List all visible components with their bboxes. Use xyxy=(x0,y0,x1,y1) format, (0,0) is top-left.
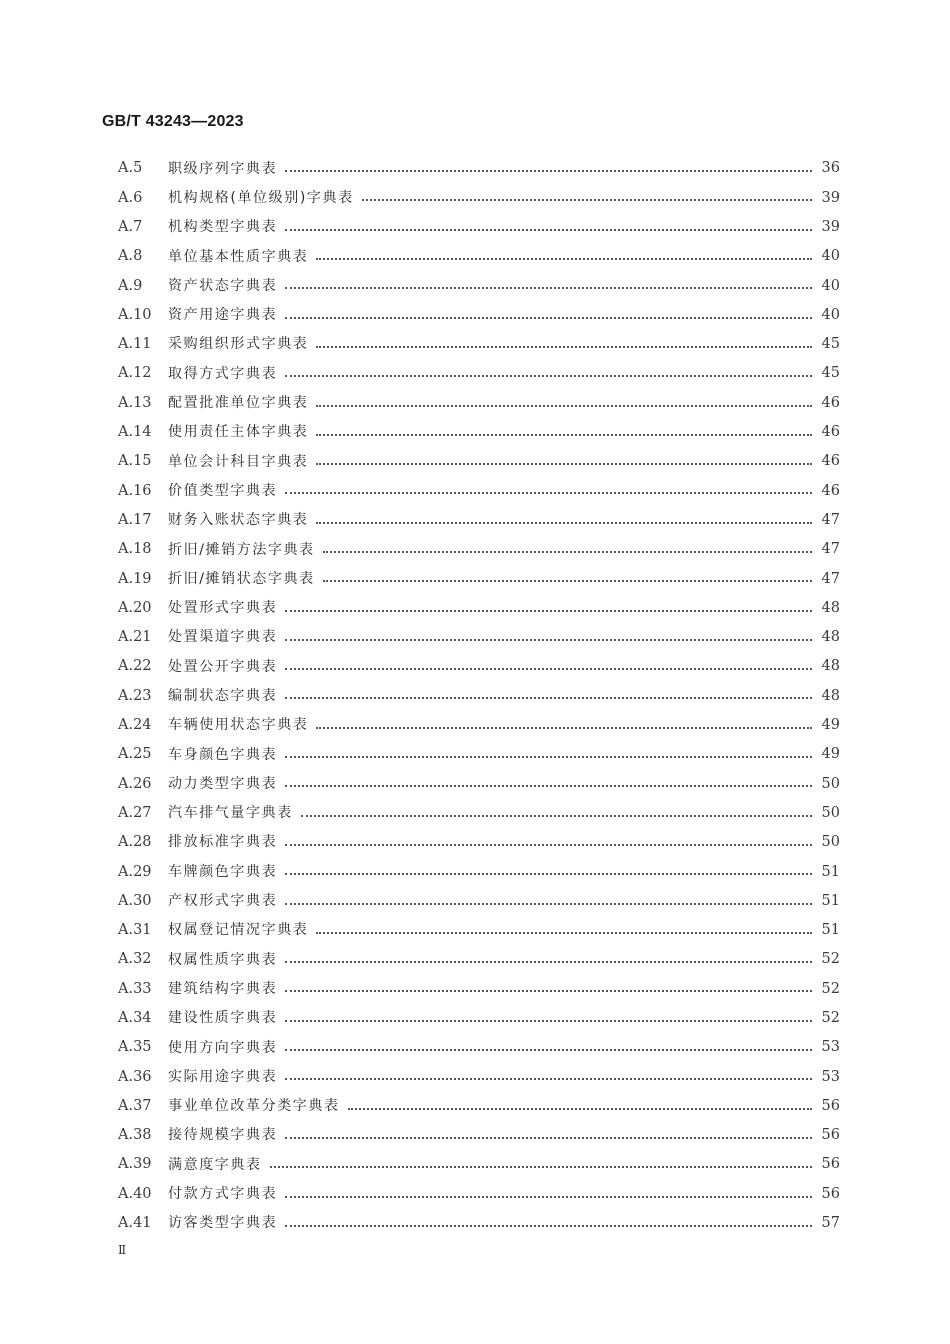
toc-entry-page: 48 xyxy=(821,629,840,646)
toc-dot-leader xyxy=(316,931,812,934)
toc-entry-page: 51 xyxy=(821,863,840,880)
toc-dot-leader xyxy=(285,667,812,670)
toc-entry-page: 56 xyxy=(821,1127,840,1144)
toc-entry[interactable] xyxy=(118,300,840,329)
toc-entry-title: 权属登记情况字典表 xyxy=(168,922,309,939)
toc-entry-page: 52 xyxy=(821,980,840,997)
toc-entry-title: 折旧/摊销方法字典表 xyxy=(168,541,315,558)
toc-entry[interactable] xyxy=(118,447,840,476)
toc-entry-page: 50 xyxy=(821,834,840,851)
toc-entry[interactable] xyxy=(118,740,840,769)
toc-entry[interactable] xyxy=(118,623,840,652)
toc-dot-leader xyxy=(285,696,812,699)
toc-entry-code: A.23 xyxy=(118,687,152,704)
toc-entry-code: A.27 xyxy=(118,804,152,821)
toc-entry-title: 单位基本性质字典表 xyxy=(168,248,309,265)
toc-dot-leader xyxy=(285,989,812,992)
toc-entry-page: 56 xyxy=(821,1097,840,1114)
toc-entry[interactable] xyxy=(118,1033,840,1062)
toc-dot-leader xyxy=(323,579,812,582)
toc-entry[interactable] xyxy=(118,652,840,681)
toc-entry-page: 46 xyxy=(821,453,840,470)
toc-dot-leader xyxy=(285,843,812,846)
toc-entry-page: 50 xyxy=(821,804,840,821)
toc-entry-page: 47 xyxy=(821,511,840,528)
toc-entry-title: 满意度字典表 xyxy=(168,1156,262,1173)
toc-dot-leader xyxy=(323,550,812,553)
toc-entry-code: A.10 xyxy=(118,306,152,323)
toc-entry[interactable] xyxy=(118,799,840,828)
toc-entry[interactable] xyxy=(118,828,840,857)
toc-dot-leader xyxy=(316,404,812,407)
toc-entry[interactable] xyxy=(118,242,840,271)
toc-entry-title: 处置渠道字典表 xyxy=(168,629,278,646)
toc-entry-code: A.38 xyxy=(118,1127,152,1144)
toc-entry-title: 车牌颜色字典表 xyxy=(168,863,278,880)
toc-dot-leader xyxy=(285,902,812,905)
toc-entry[interactable] xyxy=(118,711,840,740)
toc-dot-leader xyxy=(316,462,812,465)
toc-entry-code: A.31 xyxy=(118,922,152,939)
toc-entry-page: 50 xyxy=(821,775,840,792)
toc-entry-page: 48 xyxy=(821,687,840,704)
toc-dot-leader xyxy=(285,374,812,377)
toc-dot-leader xyxy=(316,433,812,436)
toc-entry-page: 40 xyxy=(821,277,840,294)
toc-dot-leader xyxy=(316,521,812,524)
toc-entry-title: 采购组织形式字典表 xyxy=(168,336,309,353)
toc-entry-code: A.35 xyxy=(118,1039,152,1056)
toc-dot-leader xyxy=(285,1224,812,1227)
toc-entry[interactable] xyxy=(118,974,840,1003)
toc-entry-page: 45 xyxy=(821,365,840,382)
toc-dot-leader xyxy=(285,228,812,231)
toc-entry-code: A.32 xyxy=(118,951,152,968)
toc-entry-page: 39 xyxy=(821,218,840,235)
toc-entry-title: 权属性质字典表 xyxy=(168,951,278,968)
toc-entry[interactable] xyxy=(118,476,840,505)
toc-dot-leader xyxy=(285,169,812,172)
toc-entry-title: 处置公开字典表 xyxy=(168,658,278,675)
toc-entry-code: A.25 xyxy=(118,746,152,763)
toc-dot-leader xyxy=(285,491,812,494)
toc-entry-page: 46 xyxy=(821,394,840,411)
toc-dot-leader xyxy=(285,1019,812,1022)
toc-entry-page: 40 xyxy=(821,248,840,265)
toc-entry-title: 使用方向字典表 xyxy=(168,1039,278,1056)
toc-entry[interactable] xyxy=(118,330,840,359)
toc-entry[interactable] xyxy=(118,388,840,417)
toc-entry[interactable] xyxy=(118,564,840,593)
toc-entry-title: 汽车排气量字典表 xyxy=(168,805,293,822)
toc-entry-page: 48 xyxy=(821,658,840,675)
toc-entry-code: A.26 xyxy=(118,775,152,792)
toc-entry-title: 单位会计科目字典表 xyxy=(168,453,309,470)
toc-entry-title: 取得方式字典表 xyxy=(168,365,278,382)
toc-entry-code: A.41 xyxy=(118,1215,152,1232)
toc-entry-title: 产权形式字典表 xyxy=(168,893,278,910)
toc-entry-title: 访客类型字典表 xyxy=(168,1215,278,1232)
toc-dot-leader xyxy=(285,1077,812,1080)
toc-entry[interactable] xyxy=(118,1179,840,1208)
toc-entry-page: 51 xyxy=(821,892,840,909)
toc-entry-title: 车身颜色字典表 xyxy=(168,746,278,763)
toc-dot-leader xyxy=(285,755,812,758)
toc-entry-title: 职级序列字典表 xyxy=(168,160,278,177)
toc-dot-leader xyxy=(316,726,812,729)
toc-entry[interactable] xyxy=(118,681,840,710)
toc-entry-page: 46 xyxy=(821,482,840,499)
toc-entry-code: A.30 xyxy=(118,892,152,909)
toc-dot-leader xyxy=(348,1107,812,1110)
toc-entry-page: 39 xyxy=(821,189,840,206)
toc-dot-leader xyxy=(285,316,812,319)
toc-entry-code: A.9 xyxy=(118,277,143,294)
toc-entry-page: 40 xyxy=(821,306,840,323)
toc-entry-page: 51 xyxy=(821,922,840,939)
toc-entry-title: 接待规模字典表 xyxy=(168,1127,278,1144)
toc-entry-title: 建筑结构字典表 xyxy=(168,980,278,997)
toc-entry[interactable] xyxy=(118,1092,840,1121)
toc-entry-title: 资产状态字典表 xyxy=(168,277,278,294)
toc-dot-leader xyxy=(301,814,812,817)
toc-entry-code: A.12 xyxy=(118,365,152,382)
toc-entry-title: 建设性质字典表 xyxy=(168,1010,278,1027)
toc-entry-title: 机构类型字典表 xyxy=(168,219,278,236)
toc-entry[interactable] xyxy=(118,213,840,242)
toc-entry-title: 使用责任主体字典表 xyxy=(168,424,309,441)
toc-entry-page: 49 xyxy=(821,746,840,763)
toc-entry-title: 机构规格(单位级别)字典表 xyxy=(168,189,354,206)
toc-dot-leader xyxy=(362,198,812,201)
toc-entry[interactable] xyxy=(118,1121,840,1150)
toc-entry[interactable] xyxy=(118,769,840,798)
toc-entry-code: A.8 xyxy=(118,248,143,265)
toc-entry-code: A.40 xyxy=(118,1185,152,1202)
toc-entry-title: 配置批准单位字典表 xyxy=(168,395,309,412)
toc-dot-leader xyxy=(285,286,812,289)
toc-entry-code: A.36 xyxy=(118,1068,152,1085)
toc-dot-leader xyxy=(285,1195,812,1198)
toc-entry-page: 47 xyxy=(821,570,840,587)
toc-entry-title: 付款方式字典表 xyxy=(168,1186,278,1203)
toc-entry-code: A.15 xyxy=(118,453,152,470)
toc-entry-code: A.6 xyxy=(118,189,143,206)
toc-entry-title: 处置形式字典表 xyxy=(168,600,278,617)
toc-entry-title: 财务入账状态字典表 xyxy=(168,512,309,529)
toc-entry-page: 53 xyxy=(821,1039,840,1056)
toc-entry[interactable] xyxy=(118,1150,840,1179)
toc-entry[interactable] xyxy=(118,418,840,447)
toc-entry-code: A.33 xyxy=(118,980,152,997)
toc-entry-title: 车辆使用状态字典表 xyxy=(168,717,309,734)
toc-entry[interactable] xyxy=(118,916,840,945)
toc-entry[interactable] xyxy=(118,183,840,212)
toc-dot-leader xyxy=(316,345,812,348)
toc-entry[interactable] xyxy=(118,271,840,300)
toc-entry-title: 动力类型字典表 xyxy=(168,775,278,792)
standard-code-header: GB/T 43243—2023 xyxy=(102,113,244,130)
toc-entry[interactable] xyxy=(118,506,840,535)
toc-entry-code: A.17 xyxy=(118,511,152,528)
toc-dot-leader xyxy=(285,1136,812,1139)
toc-entry-code: A.20 xyxy=(118,599,152,616)
toc-dot-leader xyxy=(285,784,812,787)
toc-entry[interactable] xyxy=(118,593,840,622)
toc-entry[interactable] xyxy=(118,857,840,886)
toc-entry-page: 47 xyxy=(821,541,840,558)
toc-entry-code: A.21 xyxy=(118,629,152,646)
toc-entry-code: A.13 xyxy=(118,394,152,411)
toc-dot-leader xyxy=(316,257,812,260)
toc-entry-code: A.19 xyxy=(118,570,152,587)
toc-dot-leader xyxy=(285,872,812,875)
toc-entry-code: A.5 xyxy=(118,160,143,177)
toc-entry-code: A.29 xyxy=(118,863,152,880)
toc-entry-title: 资产用途字典表 xyxy=(168,307,278,324)
toc-entry-title: 折旧/摊销状态字典表 xyxy=(168,570,315,587)
toc-entry[interactable] xyxy=(118,1209,840,1238)
toc-entry-page: 49 xyxy=(821,717,840,734)
toc-entry-title: 实际用途字典表 xyxy=(168,1068,278,1085)
toc-dot-leader xyxy=(285,609,812,612)
toc-entry-title: 价值类型字典表 xyxy=(168,482,278,499)
toc-dot-leader xyxy=(285,638,812,641)
toc-entry-code: A.37 xyxy=(118,1097,152,1114)
toc-dot-leader xyxy=(285,1048,812,1051)
toc-entry[interactable] xyxy=(118,886,840,915)
toc-entry-code: A.7 xyxy=(118,218,143,235)
toc-entry-code: A.39 xyxy=(118,1156,152,1173)
toc-entry-code: A.14 xyxy=(118,424,152,441)
toc-entry-page: 56 xyxy=(821,1156,840,1173)
toc-entry-code: A.16 xyxy=(118,482,152,499)
toc-entry-page: 36 xyxy=(821,160,840,177)
toc-entry-page: 56 xyxy=(821,1185,840,1202)
toc-entry-code: A.18 xyxy=(118,541,152,558)
toc-dot-leader xyxy=(270,1165,812,1168)
toc-entry[interactable] xyxy=(118,154,840,183)
toc-entry-page: 52 xyxy=(821,951,840,968)
toc-dot-leader xyxy=(285,960,812,963)
toc-entry-code: A.22 xyxy=(118,658,152,675)
toc-entry[interactable] xyxy=(118,1004,840,1033)
toc-entry[interactable] xyxy=(118,535,840,564)
table-of-contents xyxy=(118,154,840,1238)
toc-entry-title: 事业单位改革分类字典表 xyxy=(168,1098,340,1115)
toc-entry-page: 57 xyxy=(821,1215,840,1232)
toc-entry-code: A.28 xyxy=(118,834,152,851)
toc-entry[interactable] xyxy=(118,1062,840,1091)
toc-entry-page: 45 xyxy=(821,336,840,353)
toc-entry[interactable] xyxy=(118,359,840,388)
toc-entry-title: 编制状态字典表 xyxy=(168,687,278,704)
toc-entry-title: 排放标准字典表 xyxy=(168,834,278,851)
page-number: Ⅱ xyxy=(118,1243,127,1257)
toc-entry-page: 53 xyxy=(821,1068,840,1085)
toc-entry-page: 52 xyxy=(821,1010,840,1026)
toc-entry-code: A.34 xyxy=(118,1010,152,1026)
toc-entry-page: 46 xyxy=(821,424,840,441)
toc-entry-page: 48 xyxy=(821,599,840,616)
toc-entry[interactable] xyxy=(118,945,840,974)
toc-entry-code: A.11 xyxy=(118,336,152,353)
toc-entry-code: A.24 xyxy=(118,717,152,734)
